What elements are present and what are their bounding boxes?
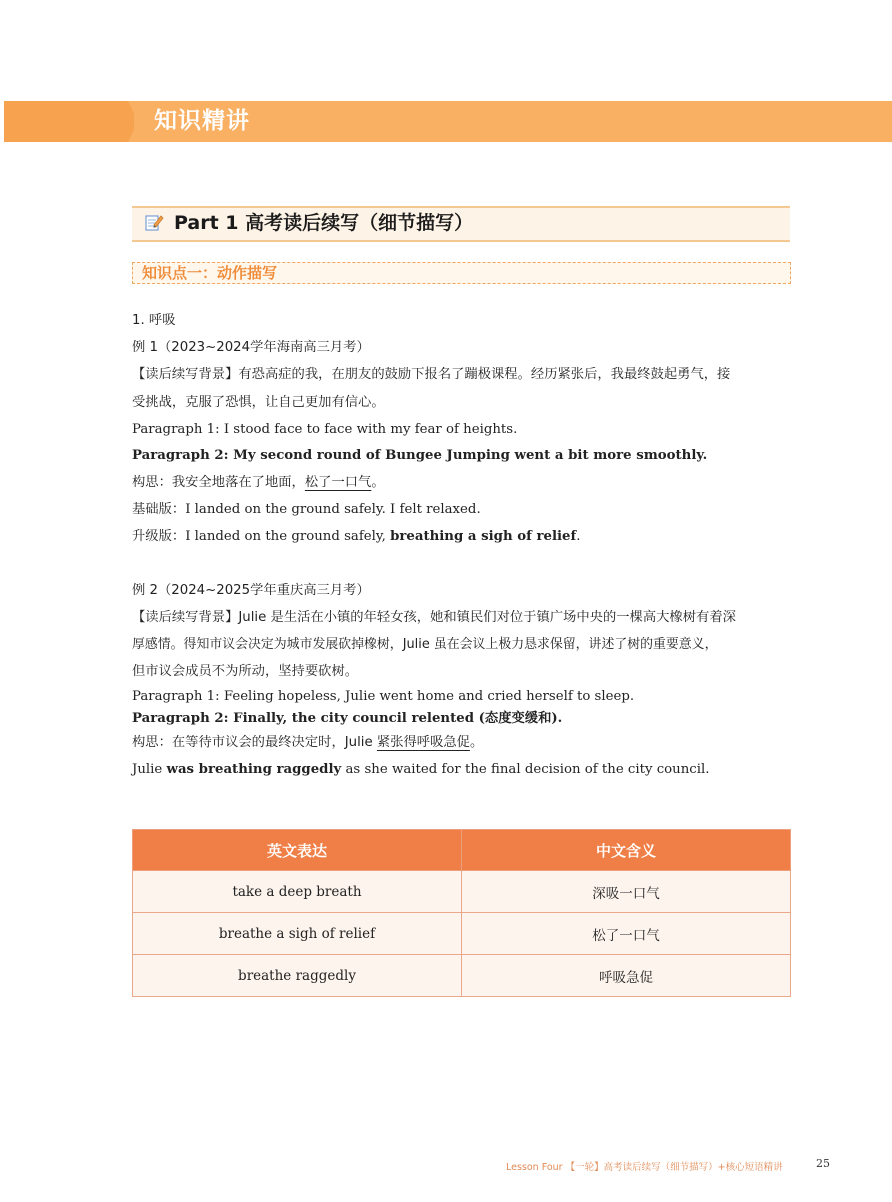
table-cell-english: take a deep breath	[133, 871, 462, 913]
banner-title: 知识精讲	[154, 108, 250, 134]
table-cell-english: breathe a sigh of relief	[133, 913, 462, 955]
example2-background-line-3: 但市议会成员不为所动，坚持要砍树。	[132, 664, 359, 679]
example1-label: 例 1	[132, 340, 158, 355]
example2-idea: 构思：在等待市议会的最终决定时，Julie 紧张得呼吸急促。	[132, 735, 484, 750]
table-header-english: 英文表达	[133, 830, 462, 871]
expression-table	[132, 829, 791, 997]
table-header-row	[133, 830, 791, 871]
example1-header	[132, 338, 792, 358]
example1-upgrade: 升级版：I landed on the ground safely, breathing a sigh of relief.	[132, 529, 581, 544]
example2-idea-underline: 紧张得呼吸急促	[376, 735, 470, 750]
part-title: Part 1 高考读后续写（细节描写）	[174, 212, 474, 234]
table-row	[133, 955, 791, 997]
table-cell-english: breathe raggedly	[133, 955, 462, 997]
knowledge-point-title: 知识点一：动作描写	[142, 264, 278, 282]
example2-header	[132, 581, 792, 601]
example1-idea-underline: 松了一口气	[304, 475, 372, 490]
example1-paragraph1: Paragraph 1: I stood face to face with my fear of heights.	[132, 422, 518, 437]
table-row	[133, 871, 791, 913]
page-number: 25	[816, 1157, 830, 1170]
example2-label: 例 2	[132, 583, 158, 598]
table-cell-chinese: 松了一口气	[462, 913, 791, 955]
section-heading: 1. 呼吸	[132, 313, 176, 328]
example2-answer: Julie was breathing raggedly as she waited for the final decision of the city council.	[132, 762, 710, 777]
section-banner	[4, 101, 892, 142]
example1-background-line-1: 【读后续写背景】有恐高症的我，在朋友的鼓励下报名了蹦极课程。经历紧张后，我最终鼓起勇气，接	[132, 367, 731, 382]
example2-background-line-1: 【读后续写背景】Julie 是生活在小镇的年轻女孩，她和镇民们对位于镇广场中央的一棵高大橡树有着深	[132, 610, 736, 625]
example1-idea: 构思：我安全地落在了地面，松了一口气。	[132, 475, 385, 490]
example2-paragraph2: Paragraph 2: Finally, the city council relented (态度变缓和).	[132, 711, 563, 726]
page-footer: Lesson Four 【一轮】高考读后续写（细节描写）+核心短语精讲	[506, 1162, 783, 1173]
example1-paragraph2: Paragraph 2: My second round of Bungee Jumping went a bit more smoothly.	[132, 448, 708, 463]
example1-basic: 基础版：I landed on the ground safely. I felt relaxed.	[132, 502, 481, 517]
section-banner-tab	[4, 101, 134, 142]
table-cell-chinese: 呼吸急促	[462, 955, 791, 997]
example1-source: （2023~2024学年海南高三月考）	[157, 340, 370, 355]
example1-background-line-2: 受挑战，克服了恐惧，让自己更加有信心。	[132, 395, 385, 410]
example2-paragraph1: Paragraph 1: Feeling hopeless, Julie went home and cried herself to sleep.	[132, 689, 635, 704]
example2-background-line-2: 厚感情。得知市议会决定为城市发展砍掉橡树，Julie 虽在会议上极力恳求保留，讲述了树的重要意义，	[132, 637, 718, 652]
table-row	[133, 913, 791, 955]
example2-source: （2024~2025学年重庆高三月考）	[157, 583, 370, 598]
table-header-chinese: 中文含义	[462, 830, 791, 871]
table-cell-chinese: 深吸一口气	[462, 871, 791, 913]
pencil-notepad-icon	[144, 212, 164, 232]
